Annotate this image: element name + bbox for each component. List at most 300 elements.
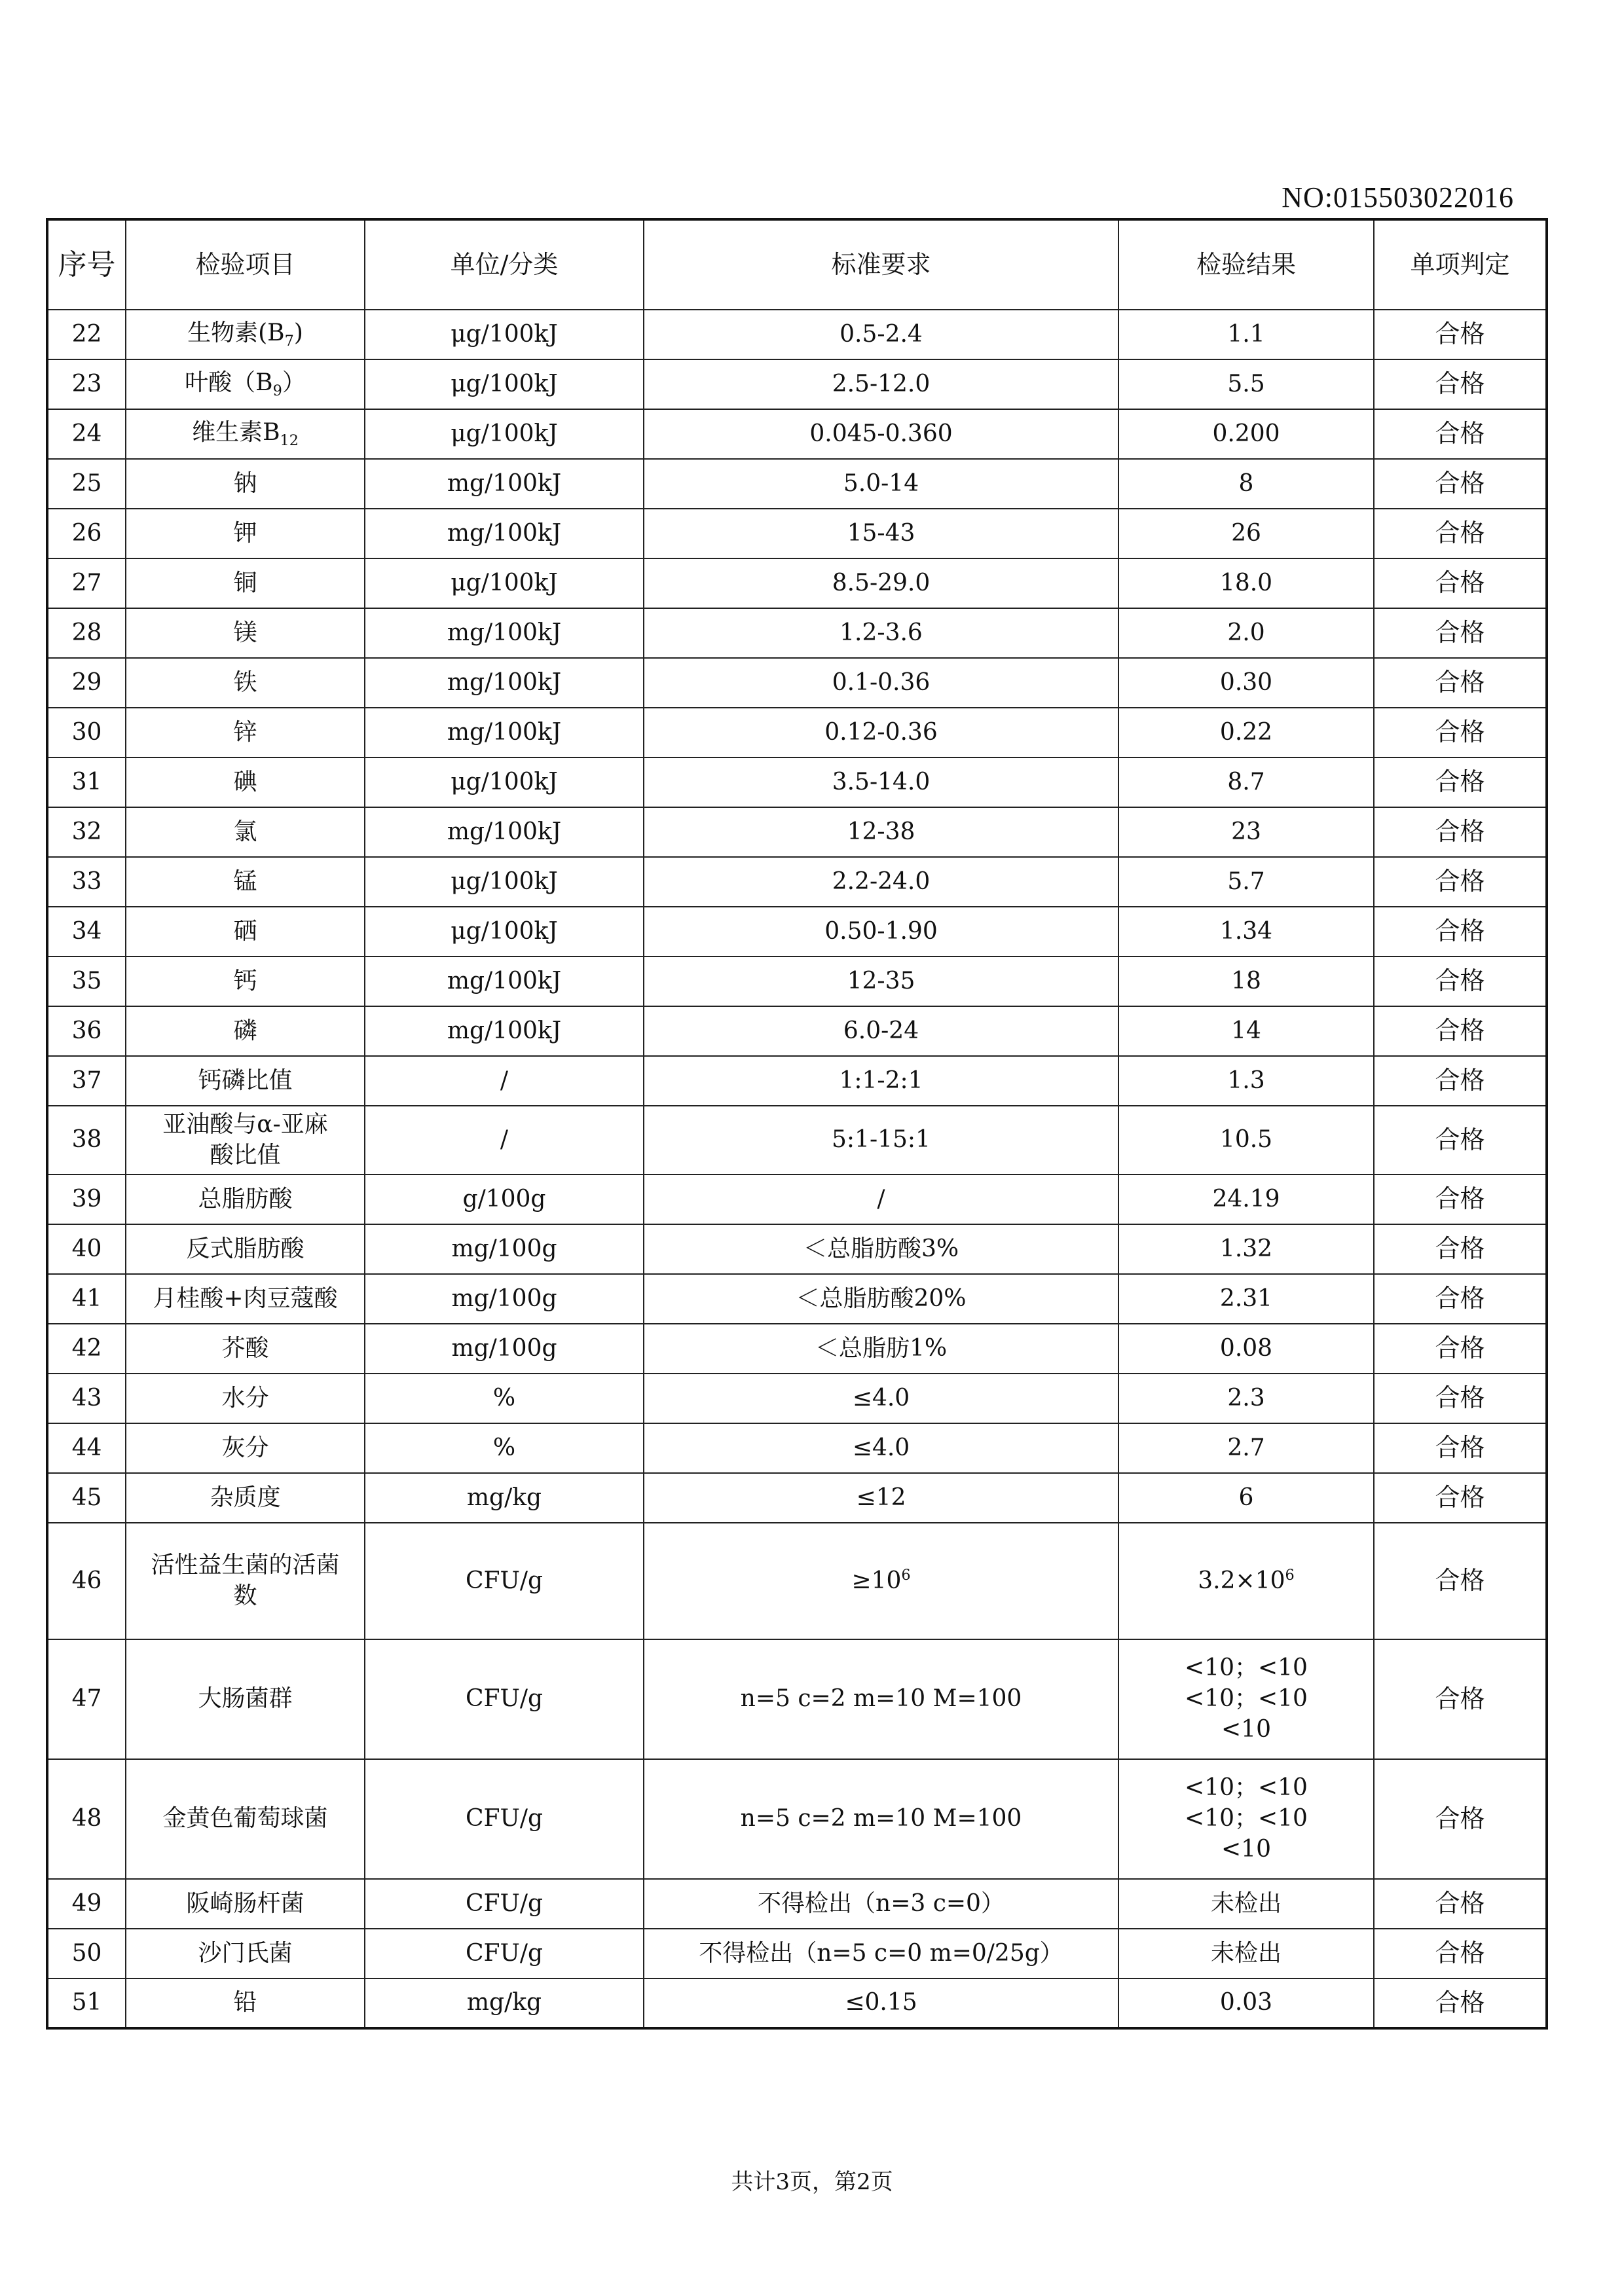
result-cell — [1118, 459, 1374, 509]
standard-text: ≥10 — [851, 1567, 902, 1594]
result-text: 1.3 — [1227, 1066, 1265, 1094]
seq-cell — [47, 807, 126, 857]
item-name: 芥酸 — [221, 1334, 269, 1362]
seq-cell — [47, 957, 126, 1006]
seq-number: 39 — [71, 1185, 102, 1212]
result-text: 8 — [1238, 469, 1254, 497]
result-cell — [1118, 658, 1374, 708]
result-superscript: 6 — [1285, 1566, 1295, 1584]
seq-number: 41 — [71, 1285, 102, 1312]
result-cell — [1118, 857, 1374, 907]
table-row — [47, 310, 1547, 359]
table-row — [47, 558, 1547, 608]
unit-text: % — [492, 1384, 516, 1412]
unit-cell — [365, 1639, 644, 1759]
standard-text: 0.1-0.36 — [832, 668, 931, 696]
table-row — [47, 1374, 1547, 1423]
table-row — [47, 608, 1547, 658]
table-row — [47, 1523, 1547, 1639]
result-line: <10；<10 — [1185, 1805, 1308, 1832]
unit-cell — [365, 1929, 644, 1978]
result-cell — [1118, 807, 1374, 857]
standard-cell — [644, 1473, 1118, 1523]
item-cell — [126, 1929, 365, 1978]
table-row — [47, 1106, 1547, 1175]
seq-cell — [47, 1324, 126, 1374]
judgement-text: 合格 — [1435, 1889, 1485, 1918]
table-row — [47, 509, 1547, 558]
item-name: 金黄色葡萄球菌 — [162, 1805, 328, 1832]
table-row — [47, 1324, 1547, 1374]
standard-text: 8.5-29.0 — [832, 569, 931, 596]
result-cell — [1118, 1324, 1374, 1374]
unit-text: CFU/g — [465, 1805, 544, 1832]
result-cell — [1118, 1224, 1374, 1274]
standard-cell — [644, 310, 1118, 359]
unit-cell — [365, 957, 644, 1006]
standard-cell — [644, 1759, 1118, 1879]
judgement-cell — [1374, 608, 1547, 658]
standard-text: 0.045-0.360 — [809, 420, 953, 447]
item-cell — [126, 1224, 365, 1274]
item-name: 钙 — [233, 967, 257, 994]
seq-cell — [47, 1879, 126, 1929]
standard-text: 0.5-2.4 — [840, 320, 923, 348]
item-cell — [126, 459, 365, 509]
result-text: 18 — [1231, 967, 1261, 994]
header-judgement: 单项判定 — [1374, 219, 1547, 310]
judgement-cell — [1374, 1324, 1547, 1374]
judgement-text: 合格 — [1435, 718, 1485, 747]
item-cell — [126, 807, 365, 857]
unit-text: μg/100kJ — [451, 867, 558, 895]
judgement-cell — [1374, 310, 1547, 359]
standard-cell — [644, 1006, 1118, 1056]
item-name: 硒 — [233, 917, 257, 945]
unit-text: CFU/g — [465, 1939, 544, 1967]
item-cell — [126, 1978, 365, 2028]
standard-cell — [644, 757, 1118, 807]
result-line: <10 — [1221, 1835, 1271, 1863]
item-subscript: 9 — [272, 382, 282, 400]
item-cell — [126, 409, 365, 459]
table-row — [47, 857, 1547, 907]
header-result: 检验结果 — [1118, 219, 1374, 310]
seq-cell — [47, 1056, 126, 1106]
result-text: 26 — [1231, 519, 1261, 547]
table-body — [47, 310, 1547, 2028]
item-cell — [126, 658, 365, 708]
judgement-cell — [1374, 558, 1547, 608]
judgement-text: 合格 — [1435, 1066, 1485, 1095]
seq-number: 35 — [71, 967, 102, 994]
seq-number: 48 — [71, 1805, 102, 1832]
unit-cell — [365, 558, 644, 608]
result-cell — [1118, 1473, 1374, 1523]
seq-number: 28 — [71, 619, 102, 646]
standard-text: 1.2-3.6 — [840, 619, 923, 646]
unit-text: mg/100kJ — [447, 619, 562, 646]
seq-cell — [47, 1978, 126, 2028]
standard-cell — [644, 608, 1118, 658]
item-cell — [126, 1759, 365, 1879]
item-name: 锰 — [233, 867, 257, 895]
judgement-cell — [1374, 1523, 1547, 1639]
judgement-cell — [1374, 1473, 1547, 1523]
seq-cell — [47, 509, 126, 558]
unit-text: mg/100kJ — [447, 1017, 562, 1044]
seq-number: 45 — [71, 1484, 102, 1511]
standard-cell — [644, 1929, 1118, 1978]
standard-cell — [644, 857, 1118, 907]
table-row — [47, 1879, 1547, 1929]
result-text: 未检出 — [1210, 1939, 1282, 1967]
result-cell — [1118, 1423, 1374, 1473]
table-header-row — [47, 219, 1547, 310]
standard-cell — [644, 1879, 1118, 1929]
unit-cell — [365, 1523, 644, 1639]
unit-cell — [365, 1879, 644, 1929]
item-cell — [126, 509, 365, 558]
standard-text: ＜总脂肪1% — [815, 1334, 948, 1362]
unit-text: CFU/g — [465, 1889, 544, 1917]
judgement-cell — [1374, 1106, 1547, 1175]
standard-text: ≤4.0 — [852, 1384, 910, 1412]
result-cell — [1118, 957, 1374, 1006]
result-cell — [1118, 907, 1374, 957]
judgement-text: 合格 — [1435, 1684, 1485, 1713]
standard-text: 2.2-24.0 — [832, 867, 931, 895]
item-name: 月桂酸+肉豆蔻酸 — [153, 1285, 338, 1312]
result-text: 6 — [1238, 1484, 1254, 1511]
unit-text: mg/100kJ — [447, 818, 562, 845]
judgement-cell — [1374, 857, 1547, 907]
unit-cell — [365, 608, 644, 658]
unit-text: μg/100kJ — [451, 420, 558, 447]
standard-text: 12-38 — [847, 818, 915, 845]
result-cell — [1118, 1759, 1374, 1879]
unit-cell — [365, 1374, 644, 1423]
unit-text: μg/100kJ — [451, 569, 558, 596]
result-cell — [1118, 757, 1374, 807]
result-text: 14 — [1231, 1017, 1261, 1044]
judgement-cell — [1374, 757, 1547, 807]
standard-cell — [644, 409, 1118, 459]
seq-cell — [47, 1106, 126, 1175]
seq-cell — [47, 857, 126, 907]
result-cell — [1118, 1274, 1374, 1324]
seq-cell — [47, 409, 126, 459]
standard-cell — [644, 1175, 1118, 1224]
judgement-text: 合格 — [1435, 1125, 1485, 1154]
judgement-text: 合格 — [1435, 1988, 1485, 2017]
item-cell — [126, 1639, 365, 1759]
judgement-cell — [1374, 1175, 1547, 1224]
unit-text: μg/100kJ — [451, 370, 558, 397]
standard-text: 15-43 — [847, 519, 915, 547]
unit-cell — [365, 708, 644, 757]
result-text: 0.08 — [1219, 1334, 1273, 1362]
judgement-cell — [1374, 509, 1547, 558]
seq-number: 44 — [71, 1434, 102, 1461]
standard-text: 6.0-24 — [843, 1017, 919, 1044]
unit-text: mg/100kJ — [447, 668, 562, 696]
item-name: 阪崎肠杆菌 — [186, 1889, 304, 1917]
result-cell — [1118, 509, 1374, 558]
judgement-cell — [1374, 957, 1547, 1006]
judgement-text: 合格 — [1435, 1234, 1485, 1264]
item-cell — [126, 310, 365, 359]
unit-text: mg/100kJ — [447, 967, 562, 994]
seq-cell — [47, 1423, 126, 1473]
item-name: 维生素B — [192, 418, 280, 446]
seq-cell — [47, 1175, 126, 1224]
unit-cell — [365, 1423, 644, 1473]
item-cell — [126, 1423, 365, 1473]
unit-cell — [365, 1006, 644, 1056]
standard-cell — [644, 708, 1118, 757]
unit-cell — [365, 1759, 644, 1879]
seq-cell — [47, 1473, 126, 1523]
standard-cell — [644, 907, 1118, 957]
item-cell — [126, 957, 365, 1006]
seq-cell — [47, 658, 126, 708]
table-row — [47, 658, 1547, 708]
item-name: 沙门氏菌 — [198, 1939, 293, 1967]
judgement-text: 合格 — [1435, 966, 1485, 996]
judgement-text: 合格 — [1435, 369, 1485, 399]
item-cell — [126, 1274, 365, 1324]
standard-cell — [644, 1224, 1118, 1274]
result-cell — [1118, 310, 1374, 359]
unit-cell — [365, 1324, 644, 1374]
result-text: 10.5 — [1219, 1126, 1273, 1154]
unit-cell — [365, 310, 644, 359]
result-cell — [1118, 1006, 1374, 1056]
result-cell — [1118, 608, 1374, 658]
item-name-tail: ） — [282, 369, 306, 396]
result-text: 2.31 — [1219, 1285, 1273, 1312]
judgement-text: 合格 — [1435, 1433, 1485, 1463]
unit-cell — [365, 1175, 644, 1224]
unit-cell — [365, 359, 644, 409]
seq-number: 38 — [71, 1126, 102, 1154]
item-cell — [126, 757, 365, 807]
unit-text: CFU/g — [465, 1567, 544, 1594]
result-text: 8.7 — [1227, 768, 1265, 795]
unit-text: mg/100g — [451, 1285, 557, 1312]
standard-cell — [644, 658, 1118, 708]
standard-text: 1:1-2:1 — [839, 1066, 923, 1094]
header-unit: 单位/分类 — [365, 219, 644, 310]
result-cell — [1118, 708, 1374, 757]
item-name: 镁 — [233, 619, 257, 646]
table-row — [47, 1929, 1547, 1978]
table-row — [47, 1006, 1547, 1056]
item-name: 铁 — [233, 668, 257, 696]
item-name: 亚油酸与α-亚麻 — [162, 1110, 328, 1138]
item-name: 铅 — [233, 1989, 257, 2016]
table-row — [47, 1056, 1547, 1106]
item-name-line2: 数 — [233, 1582, 257, 1609]
judgement-text: 合格 — [1435, 1566, 1485, 1595]
judgement-text: 合格 — [1435, 1184, 1485, 1214]
seq-number: 50 — [71, 1939, 102, 1967]
seq-number: 31 — [71, 768, 102, 795]
judgement-text: 合格 — [1435, 1016, 1485, 1046]
unit-text: mg/kg — [466, 1989, 542, 2016]
standard-cell — [644, 459, 1118, 509]
result-cell — [1118, 1374, 1374, 1423]
standard-cell — [644, 1274, 1118, 1324]
seq-cell — [47, 459, 126, 509]
table-row — [47, 757, 1547, 807]
unit-cell — [365, 807, 644, 857]
result-text: 2.3 — [1227, 1384, 1265, 1412]
standard-text: 2.5-12.0 — [832, 370, 931, 397]
result-cell — [1118, 409, 1374, 459]
result-text: 2.7 — [1227, 1434, 1265, 1461]
item-subscript: 12 — [280, 432, 299, 450]
item-name: 大肠菌群 — [198, 1685, 293, 1713]
item-cell — [126, 1324, 365, 1374]
result-text: 18.0 — [1219, 569, 1273, 596]
standard-text: / — [877, 1185, 885, 1212]
standard-text: ≤4.0 — [852, 1434, 910, 1461]
item-name: 生物素(B — [187, 319, 285, 346]
seq-number: 43 — [71, 1384, 102, 1412]
unit-cell — [365, 658, 644, 708]
table-row — [47, 1224, 1547, 1274]
item-cell — [126, 1175, 365, 1224]
result-text: 1.1 — [1227, 320, 1265, 348]
standard-cell — [644, 1056, 1118, 1106]
result-cell — [1118, 1175, 1374, 1224]
seq-cell — [47, 1374, 126, 1423]
item-name-tail: ) — [293, 319, 303, 346]
seq-number: 51 — [71, 1989, 102, 2016]
standard-cell — [644, 1374, 1118, 1423]
judgement-text: 合格 — [1435, 568, 1485, 598]
table-row — [47, 907, 1547, 957]
table-row — [47, 957, 1547, 1006]
seq-number: 23 — [71, 370, 102, 397]
unit-text: mg/100kJ — [447, 519, 562, 547]
judgement-cell — [1374, 1224, 1547, 1274]
result-text: 3.2×10 — [1198, 1567, 1285, 1594]
table-row — [47, 1639, 1547, 1759]
seq-cell — [47, 1274, 126, 1324]
item-cell — [126, 857, 365, 907]
standard-text: ≤0.15 — [845, 1989, 917, 2016]
judgement-cell — [1374, 459, 1547, 509]
table-row — [47, 807, 1547, 857]
judgement-text: 合格 — [1435, 618, 1485, 647]
result-cell — [1118, 1978, 1374, 2028]
item-name-line2: 酸比值 — [210, 1141, 281, 1169]
seq-number: 33 — [71, 867, 102, 895]
judgement-cell — [1374, 1759, 1547, 1879]
seq-number: 46 — [71, 1567, 102, 1594]
unit-text: μg/100kJ — [451, 917, 558, 945]
item-cell — [126, 708, 365, 757]
header-item: 检验项目 — [126, 219, 365, 310]
item-cell — [126, 1106, 365, 1175]
standard-text: 0.12-0.36 — [824, 718, 938, 746]
unit-cell — [365, 1473, 644, 1523]
result-text: 5.5 — [1227, 370, 1265, 397]
judgement-cell — [1374, 1006, 1547, 1056]
standard-cell — [644, 1423, 1118, 1473]
judgement-cell — [1374, 1929, 1547, 1978]
standard-text: 不得检出（n=3 c=0） — [758, 1889, 1005, 1917]
judgement-text: 合格 — [1435, 419, 1485, 448]
standard-text: 12-35 — [847, 967, 915, 994]
result-line: <10；<10 — [1185, 1774, 1308, 1802]
result-text: 1.34 — [1219, 917, 1273, 945]
standard-cell — [644, 558, 1118, 608]
unit-cell — [365, 757, 644, 807]
unit-cell — [365, 1274, 644, 1324]
judgement-text: 合格 — [1435, 867, 1485, 896]
result-cell — [1118, 1929, 1374, 1978]
item-name: 钠 — [233, 469, 257, 497]
result-text: 0.30 — [1219, 668, 1273, 696]
judgement-text: 合格 — [1435, 319, 1485, 349]
judgement-text: 合格 — [1435, 668, 1485, 697]
judgement-cell — [1374, 1056, 1547, 1106]
seq-cell — [47, 708, 126, 757]
seq-number: 40 — [71, 1235, 102, 1262]
result-cell — [1118, 1056, 1374, 1106]
judgement-cell — [1374, 359, 1547, 409]
result-text: 23 — [1231, 818, 1261, 845]
item-cell — [126, 1473, 365, 1523]
standard-cell — [644, 807, 1118, 857]
unit-text: / — [500, 1126, 509, 1154]
standard-text: ≤12 — [856, 1484, 906, 1511]
standard-cell — [644, 359, 1118, 409]
standard-text: n=5 c=2 m=10 M=100 — [740, 1685, 1022, 1713]
result-text: 0.22 — [1219, 718, 1273, 746]
table-row — [47, 1175, 1547, 1224]
seq-number: 30 — [71, 718, 102, 746]
seq-cell — [47, 1639, 126, 1759]
item-cell — [126, 608, 365, 658]
seq-number: 22 — [71, 320, 102, 348]
seq-number: 36 — [71, 1017, 102, 1044]
seq-number: 25 — [71, 469, 102, 497]
item-name: 钾 — [233, 519, 257, 547]
standard-cell — [644, 957, 1118, 1006]
standard-cell — [644, 1523, 1118, 1639]
result-line: <10；<10 — [1185, 1654, 1308, 1682]
unit-cell — [365, 1978, 644, 2028]
standard-text: 0.50-1.90 — [824, 917, 938, 945]
result-cell — [1118, 1639, 1374, 1759]
seq-number: 27 — [71, 569, 102, 596]
seq-cell — [47, 359, 126, 409]
table-row — [47, 1759, 1547, 1879]
judgement-text: 合格 — [1435, 917, 1485, 946]
standard-text: 不得检出（n=5 c=0 m=0/25g） — [699, 1939, 1063, 1967]
unit-text: g/100g — [462, 1185, 546, 1212]
unit-text: mg/100g — [451, 1334, 557, 1362]
judgement-cell — [1374, 807, 1547, 857]
item-name: 铜 — [233, 569, 257, 596]
unit-text: % — [492, 1434, 516, 1461]
standard-text: n=5 c=2 m=10 M=100 — [740, 1805, 1022, 1832]
